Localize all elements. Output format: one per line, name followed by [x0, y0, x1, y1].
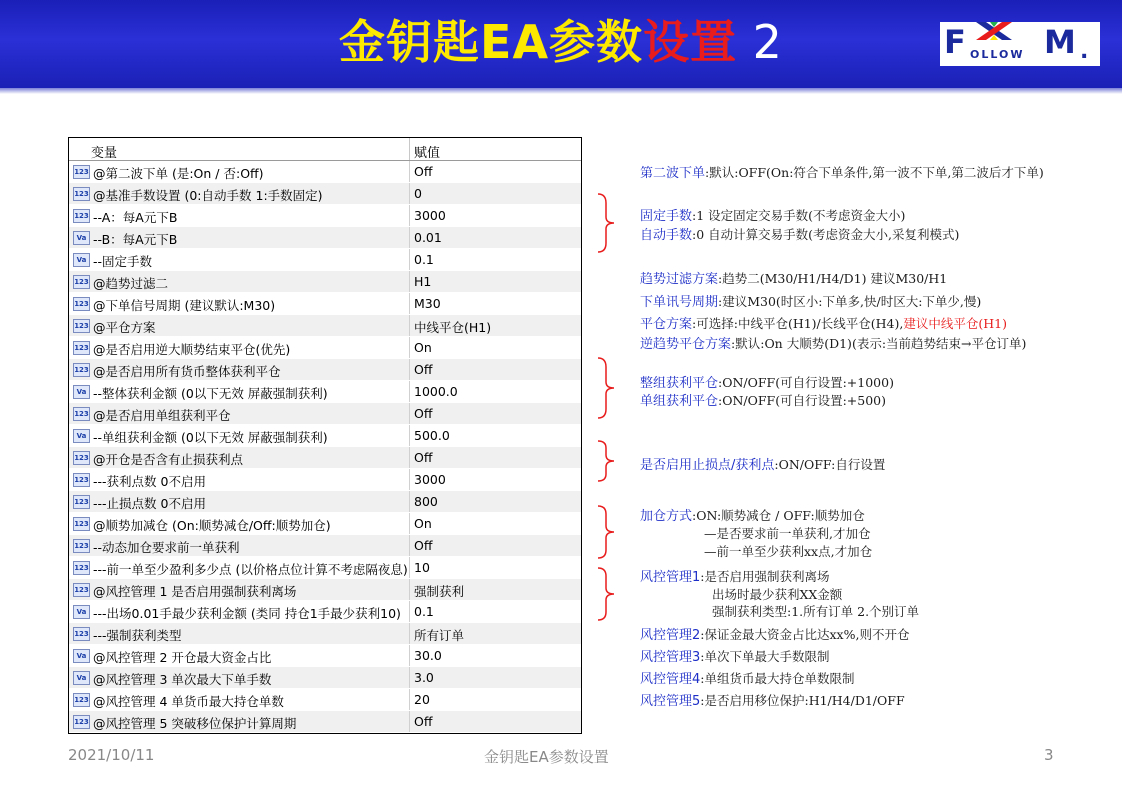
table-row[interactable] [69, 711, 581, 733]
variable-value[interactable]: 20 [414, 692, 430, 707]
double-type-icon: Va [73, 671, 90, 685]
integer-type-icon: 123 [73, 495, 90, 509]
variable-value[interactable]: 所有订单 [414, 628, 465, 643]
integer-type-icon: 123 [73, 297, 90, 311]
variable-name: @风控管理 2 开仓最大资金占比 [93, 650, 272, 665]
variable-name: --单组获利金额 (0以下无效 屏蔽强制获利) [93, 430, 328, 445]
table-row[interactable] [69, 667, 581, 689]
brace-icon [596, 505, 616, 559]
variable-name: ---前一单至少盈利多少点 (以价格点位计算不考虑隔夜息) [93, 562, 408, 577]
column-divider [409, 425, 410, 446]
variable-value[interactable]: H1 [414, 274, 432, 289]
logo-dot: . [1080, 39, 1089, 64]
variable-value[interactable]: 10 [414, 560, 430, 575]
integer-type-icon: 123 [73, 473, 90, 487]
table-row[interactable] [69, 623, 581, 645]
table-row[interactable] [69, 249, 581, 271]
variable-value[interactable]: 3000 [414, 208, 446, 223]
variable-name: ---获利点数 0不启用 [93, 474, 206, 489]
column-divider [409, 249, 410, 270]
variable-name: ---止损点数 0不启用 [93, 496, 206, 511]
brace-icon [596, 440, 616, 482]
variable-value[interactable]: 3000 [414, 472, 446, 487]
integer-type-icon: 123 [73, 209, 90, 223]
column-divider [409, 337, 410, 358]
column-divider [409, 601, 410, 622]
note-risk-4: 风控管理4:单组货币最大持仓单数限制 [640, 671, 855, 687]
footer-title: 金钥匙EA参数设置 [484, 748, 609, 766]
integer-type-icon: 123 [73, 319, 90, 333]
variable-name: @基准手数设置 (0:自动手数 1:手数固定) [93, 188, 323, 203]
variable-name: --动态加仓要求前一单获利 [93, 540, 240, 555]
note-second-wave: 第二波下单:默认:OFF(On:符合下单条件,第一波不下单,第二波后才下单) [640, 165, 1044, 181]
table-row[interactable] [69, 447, 581, 469]
note-add-position: 加仓方式:ON:顺势减仓 / OFF:顺势加仓 [640, 508, 865, 524]
column-header-variable: 变量 [91, 146, 118, 161]
variable-value[interactable]: 0.1 [414, 604, 434, 619]
note-risk-1-min-profit: 出场时最少获利XX金额 [712, 587, 843, 602]
table-row[interactable] [69, 491, 581, 513]
column-divider [409, 161, 410, 182]
variable-value[interactable]: Off [414, 164, 433, 179]
title-part-red: 设置 [643, 15, 738, 69]
variable-value[interactable]: 3.0 [414, 670, 434, 685]
column-divider [409, 403, 410, 424]
column-divider [409, 623, 410, 644]
table-row[interactable] [69, 469, 581, 491]
column-divider [409, 469, 410, 490]
table-row[interactable] [69, 271, 581, 293]
column-divider [409, 227, 410, 248]
variable-name: @风控管理 1 是否启用强制获利离场 [93, 584, 297, 599]
variable-value[interactable]: Off [414, 450, 433, 465]
table-row[interactable] [69, 645, 581, 667]
table-row[interactable] [69, 337, 581, 359]
title-part-number: 2 [737, 15, 783, 69]
note-signal-period: 下单讯号周期:建议M30(时区小:下单多,快/时区大:下单少,慢) [640, 294, 982, 310]
variable-name: @下单信号周期 (建议默认:M30) [93, 298, 276, 313]
table-row[interactable] [69, 513, 581, 535]
column-divider [409, 667, 410, 688]
column-divider [409, 513, 410, 534]
title-part-yellow: 金钥匙EA参数 [339, 15, 644, 69]
table-row[interactable] [69, 601, 581, 623]
variable-name: @风控管理 5 突破移位保护计算周期 [93, 716, 297, 731]
column-divider [409, 183, 410, 204]
variable-value[interactable]: 中线平仓(H1) [414, 320, 492, 335]
table-row[interactable] [69, 403, 581, 425]
column-header-value: 赋值 [414, 146, 441, 161]
integer-type-icon: 123 [73, 583, 90, 597]
followme-logo [940, 22, 1100, 66]
variable-name: @是否启用单组获利平仓 [93, 408, 231, 423]
column-divider [409, 689, 410, 710]
variable-value[interactable]: 1000.0 [414, 384, 458, 399]
integer-type-icon: 123 [73, 451, 90, 465]
parameter-table [68, 137, 582, 734]
variable-value[interactable]: Off [414, 714, 433, 729]
double-type-icon: Va [73, 385, 90, 399]
variable-name: @风控管理 4 单货币最大持仓单数 [93, 694, 284, 709]
column-divider [409, 315, 410, 336]
column-divider [409, 711, 410, 732]
table-row[interactable] [69, 381, 581, 403]
integer-type-icon: 123 [73, 539, 90, 553]
table-row[interactable] [69, 557, 581, 579]
slide-header [0, 0, 1122, 88]
variable-value[interactable]: 800 [414, 494, 438, 509]
note-group-profit-close: 整组获利平仓:ON/OFF(可自行设置:+1000) [640, 375, 894, 391]
variable-value[interactable]: M30 [414, 296, 441, 311]
note-auto-lots: 自动手数:0 自动计算交易手数(考虑资金大小,采复利模式) [640, 227, 960, 243]
variable-name: --B：每A元下B [93, 232, 178, 247]
double-type-icon: Va [73, 231, 90, 245]
column-divider [409, 138, 410, 160]
integer-type-icon: 123 [73, 693, 90, 707]
note-sl-tp: 是否启用止损点/获利点:ON/OFF:自行设置 [640, 457, 886, 473]
note-close-plan: 平仓方案:可选择:中线平仓(H1)/长线平仓(H4),建议中线平仓(H1) [640, 316, 1007, 332]
variable-value[interactable]: 30.0 [414, 648, 442, 663]
integer-type-icon: 123 [73, 165, 90, 179]
column-divider [409, 557, 410, 578]
footer-date: 2021/10/11 [68, 746, 155, 764]
table-row[interactable] [69, 579, 581, 601]
variable-name: ---出场0.01手最少获利金额 (类同 持仓1手最少获利10) [93, 606, 401, 621]
column-divider [409, 381, 410, 402]
variable-name: @是否启用所有货币整体获利平仓 [93, 364, 281, 379]
table-row[interactable] [69, 425, 581, 447]
variable-name: @第二波下单 (是:On / 否:Off) [93, 166, 264, 181]
variable-value[interactable]: Off [414, 406, 433, 421]
double-type-icon: Va [73, 605, 90, 619]
column-divider [409, 359, 410, 380]
table-header [69, 138, 581, 161]
integer-type-icon: 123 [73, 517, 90, 531]
variable-name: @趋势过滤二 [93, 276, 169, 291]
integer-type-icon: 123 [73, 715, 90, 729]
variable-value[interactable]: 0.1 [414, 252, 434, 267]
table-row[interactable] [69, 161, 581, 183]
footer-page-number: 3 [1044, 746, 1054, 764]
logo-text: OLLOW [970, 48, 1025, 61]
table-row[interactable] [69, 227, 581, 249]
note-fixed-lots: 固定手数:1 设定固定交易手数(不考虑资金大小) [640, 208, 906, 224]
column-divider [409, 491, 410, 512]
variable-value[interactable]: 0 [414, 186, 422, 201]
note-risk-2: 风控管理2:保证金最大资金占比达xx%,则不开仓 [640, 627, 910, 643]
integer-type-icon: 123 [73, 187, 90, 201]
note-trend-filter: 趋势过滤方案:趋势二(M30/H1/H4/D1) 建议M30/H1 [640, 271, 948, 287]
variable-value[interactable]: Off [414, 538, 433, 553]
header-shadow [0, 88, 1122, 94]
variable-name: @顺势加减仓 (On:顺势减仓/Off:顺势加仓) [93, 518, 331, 533]
table-row[interactable] [69, 535, 581, 557]
table-row[interactable] [69, 315, 581, 337]
note-risk-1-type: 强制获利类型:1.所有订单 2.个别订单 [712, 604, 920, 619]
table-row[interactable] [69, 183, 581, 205]
note-add-require-profit: —是否要求前一单获利,才加仓 [704, 526, 871, 541]
integer-type-icon: 123 [73, 341, 90, 355]
note-risk-5: 风控管理5:是否启用移位保护:H1/H4/D1/OFF [640, 693, 905, 709]
logo-letter-m: M [1044, 23, 1076, 61]
variable-value[interactable]: 强制获利 [414, 584, 465, 599]
table-row[interactable] [69, 689, 581, 711]
note-reverse-trend-close: 逆趋势平仓方案:默认:On 大顺势(D1)(表示:当前趋势结束→平仓订单) [640, 336, 1027, 352]
variable-name: @风控管理 3 单次最大下单手数 [93, 672, 272, 687]
variable-name: @平仓方案 [93, 320, 156, 335]
integer-type-icon: 123 [73, 407, 90, 421]
note-risk-1: 风控管理1:是否启用强制获利离场 [640, 569, 830, 585]
variable-name: --A：每A元下B [93, 210, 178, 225]
table-row[interactable] [69, 205, 581, 227]
table-row[interactable] [69, 293, 581, 315]
variable-value[interactable]: On [414, 340, 432, 355]
variable-value[interactable]: On [414, 516, 432, 531]
column-divider [409, 271, 410, 292]
variable-name: --整体获利金额 (0以下无效 屏蔽强制获利) [93, 386, 328, 401]
variable-name: ---强制获利类型 [93, 628, 182, 643]
column-divider [409, 579, 410, 600]
variable-value[interactable]: 500.0 [414, 428, 450, 443]
integer-type-icon: 123 [73, 627, 90, 641]
variable-value[interactable]: 0.01 [414, 230, 442, 245]
column-divider [409, 293, 410, 314]
note-risk-3: 风控管理3:单次下单最大手数限制 [640, 649, 830, 665]
column-divider [409, 205, 410, 226]
column-divider [409, 645, 410, 666]
brace-icon [596, 357, 616, 419]
column-divider [409, 447, 410, 468]
table-body [69, 161, 581, 733]
double-type-icon: Va [73, 649, 90, 663]
note-add-min-profit: —前一单至少获利xx点,才加仓 [704, 544, 873, 559]
integer-type-icon: 123 [73, 363, 90, 377]
variable-name: @开仓是否含有止损获利点 [93, 452, 244, 467]
variable-name: @是否启用逆大顺势结束平仓(优先) [93, 342, 291, 357]
column-divider [409, 535, 410, 556]
double-type-icon: Va [73, 253, 90, 267]
integer-type-icon: 123 [73, 561, 90, 575]
table-row[interactable] [69, 359, 581, 381]
variable-value[interactable]: Off [414, 362, 433, 377]
brace-icon [596, 193, 616, 253]
double-type-icon: Va [73, 429, 90, 443]
brace-icon [596, 567, 616, 621]
variable-name: --固定手数 [93, 254, 153, 269]
logo-x-icon [974, 20, 1014, 42]
integer-type-icon: 123 [73, 275, 90, 289]
note-single-group-profit-close: 单组获利平仓:ON/OFF(可自行设置:+500) [640, 393, 887, 409]
logo-letter-f: F [944, 23, 966, 61]
